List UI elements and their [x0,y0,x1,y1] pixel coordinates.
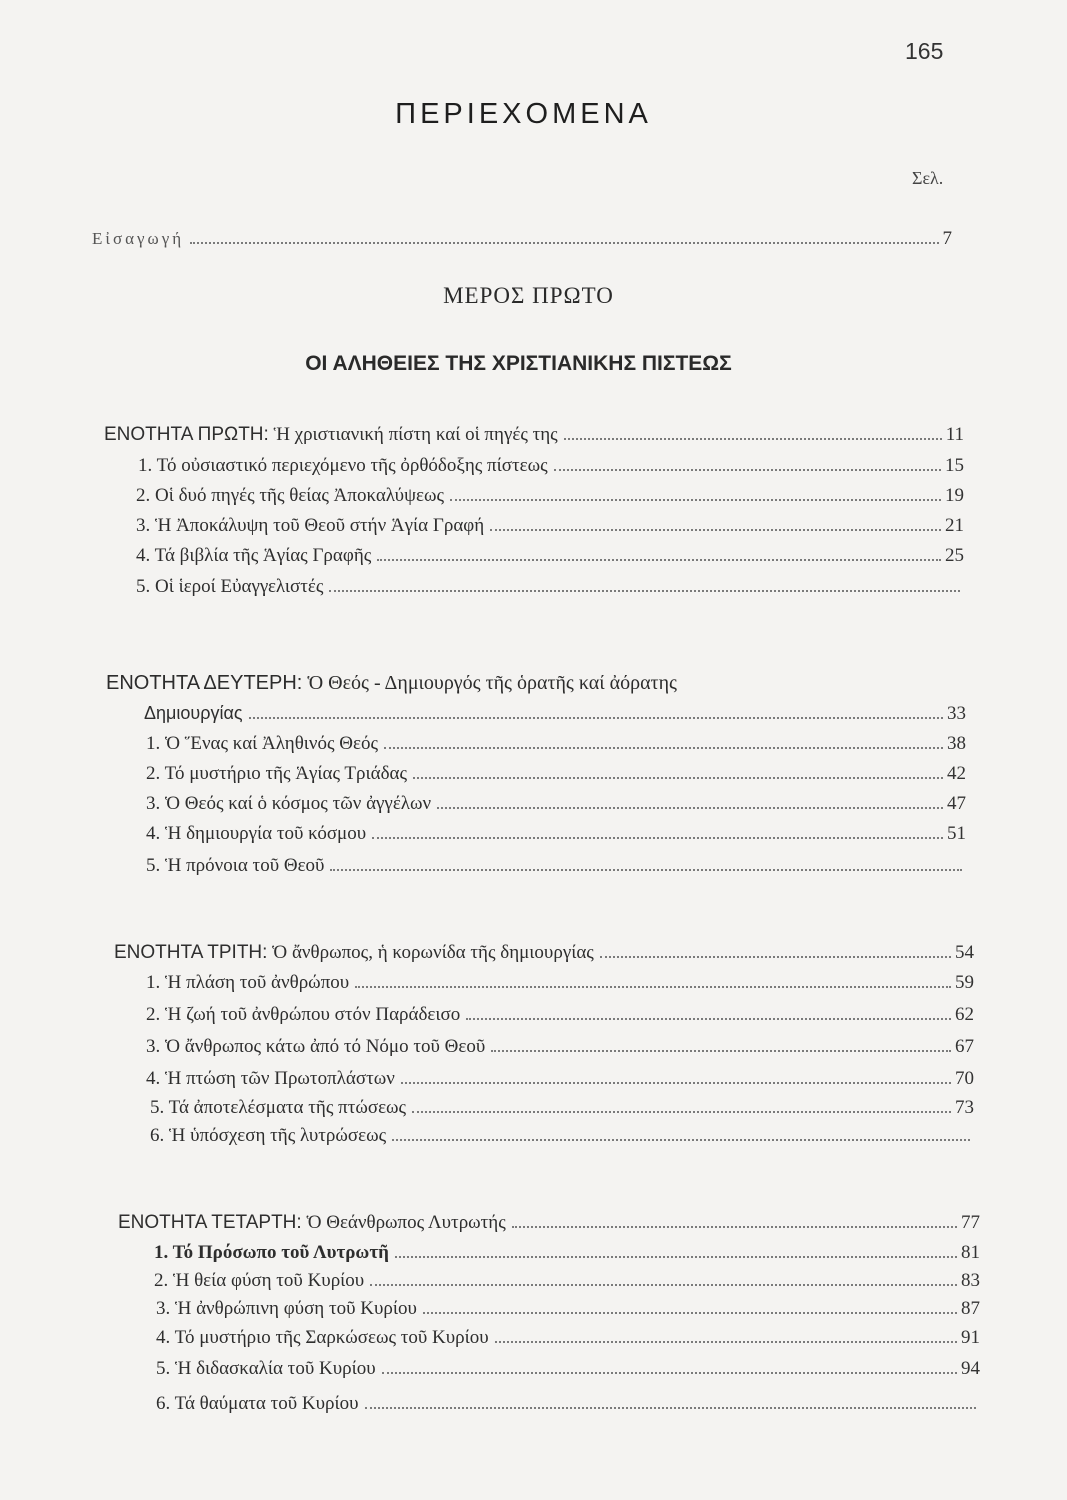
toc-entry-page: 7 [942,228,952,249]
toc-entry-number: 1. [146,733,161,754]
toc-entry-label: Ἡ διδασκαλία τοῦ Κυρίου [175,1358,376,1379]
dot-leader [365,1407,976,1409]
toc-entry[interactable] [136,576,964,598]
section-heading-3[interactable] [114,942,974,964]
toc-entry-page: 77 [961,1212,980,1233]
section-heading-1[interactable] [104,424,964,446]
dot-leader [564,438,942,440]
section-title: Ὁ Θεάνθρωπος Λυτρωτής [306,1212,506,1233]
toc-entry[interactable] [136,545,964,567]
section-label: ΕΝΟΤΗΤΑ ΔΕΥΤΕΡΗ: [106,672,303,694]
dot-leader [329,590,960,592]
section-label: ΕΝΟΤΗΤΑ ΠΡΩΤΗ: [104,424,269,445]
toc-entry-number: 5. [150,1097,165,1118]
toc-entry-number: 3. [146,1036,161,1057]
toc-entry[interactable] [150,1097,974,1119]
toc-entry-number: 2. [136,485,151,506]
dot-leader [600,956,951,958]
toc-entry-number: 4. [146,823,161,844]
toc-entry-page: 21 [945,515,964,536]
toc-entry-label: Ἡ πρόνοια τοῦ Θεοῦ [165,855,325,876]
toc-entry-label: Εἰσαγωγή [92,229,185,248]
dot-leader [437,807,943,809]
toc-entry-number: 4. [146,1068,161,1089]
toc-entry[interactable] [146,763,966,785]
toc-entry-page: 81 [961,1242,980,1263]
toc-entry-page: 11 [945,424,964,445]
toc-entry-page: 94 [961,1358,980,1379]
dot-leader [377,559,941,561]
toc-entry-page: 47 [947,793,966,814]
toc-entry-page: 87 [961,1298,980,1319]
dot-leader [190,242,938,244]
toc-entry-page: 42 [947,763,966,784]
toc-entry-page: 91 [961,1327,980,1348]
toc-entry[interactable] [156,1393,980,1415]
toc-entry-label: Τό μυστήριο τῆς Ἁγίας Τριάδας [164,763,408,784]
toc-entry-page: 83 [961,1270,980,1291]
dot-leader [370,1284,957,1286]
toc-entry-number: 5. [136,576,151,597]
toc-entry[interactable] [146,1068,974,1090]
toc-entry-page: 54 [955,942,974,963]
toc-entry[interactable] [150,1125,974,1147]
toc-entry-label: Τά ἀποτελέσματα τῆς πτώσεως [168,1097,407,1118]
dot-leader [554,469,941,471]
toc-entry-label: Τά βιβλία τῆς Ἁγίας Γραφῆς [154,545,372,566]
toc-entry-page: 38 [947,733,966,754]
section-heading-2-continuation[interactable] [144,703,966,725]
toc-entry-label: Ὁ Ἕνας καί Ἀληθινός Θεός [165,733,379,754]
toc-entry-label: Τά θαύματα τοῦ Κυρίου [174,1393,359,1414]
toc-entry-page: 59 [955,972,974,993]
toc-entry-number: 5. [156,1358,171,1379]
toc-entry-label: Ἡ πτώση τῶν Πρωτοπλάστων [165,1068,395,1089]
toc-entry[interactable] [156,1298,980,1320]
dot-leader [330,869,962,871]
toc-entry-label: Ὁ ἄνθρωπος κάτω ἀπό τό Νόμο τοῦ Θεοῦ [165,1036,486,1057]
dot-leader [372,837,943,839]
toc-entry-label: Ὁ Θεός καί ὁ κόσμος τῶν ἀγγέλων [165,793,432,814]
section-label: ΕΝΟΤΗΤΑ ΤΡΙΤΗ: [114,942,268,963]
toc-entry-label: Ἡ ζωή τοῦ ἀνθρώπου στόν Παράδεισο [165,1004,461,1025]
toc-entry-number: 4. [156,1327,171,1348]
toc-entry-label: Ἡ ἀνθρώπινη φύση τοῦ Κυρίου [175,1298,417,1319]
toc-entry-number: 1. [138,455,153,476]
dot-leader [423,1312,957,1314]
page-title: ΠΕΡΙΕΧΟΜΕΝΑ [395,98,652,130]
part-subtitle: ΟΙ ΑΛΗΘΕΙΕΣ ΤΗΣ ΧΡΙΣΤΙΑΝΙΚΗΣ ΠΙΣΤΕΩΣ [305,352,732,375]
dot-leader [395,1256,957,1258]
toc-entry-number: 3. [146,793,161,814]
page-number: 165 [905,38,944,64]
toc-entry[interactable] [146,1004,974,1026]
dot-leader [382,1372,957,1374]
toc-entry[interactable] [154,1242,980,1264]
section-heading-4[interactable] [118,1212,980,1234]
dot-leader [355,986,951,988]
toc-entry-number: 2. [154,1270,169,1291]
toc-entry[interactable] [136,485,964,507]
toc-entry-label: Οἱ ἱεροί Εὐαγγελιστές [155,576,324,597]
section-heading-2[interactable] [106,672,677,695]
section-label: ΕΝΟΤΗΤΑ ΤΕΤΑΡΤΗ: [118,1212,302,1233]
toc-entry-number: 5. [146,855,161,876]
dot-leader [495,1341,957,1343]
dot-leader [450,499,941,501]
dot-leader [466,1018,951,1020]
toc-entry-number: 2. [146,1004,161,1025]
toc-entry-label: Τό Πρόσωπο τοῦ Λυτρωτῆ [172,1242,389,1263]
toc-entry-label: Ἡ ὑπόσχεση τῆς λυτρώσεως [169,1125,387,1146]
toc-entry-label: Τό μυστήριο τῆς Σαρκώσεως τοῦ Κυρίου [174,1327,489,1348]
toc-entry-label: Ἡ Ἀποκάλυψη τοῦ Θεοῦ στήν Ἁγία Γραφή [155,515,485,536]
toc-entry-page: 70 [955,1068,974,1089]
toc-entry-page: 19 [945,485,964,506]
dot-leader [384,747,943,749]
section-title: Ὁ Θεός - Δημιουργός τῆς ὁρατῆς καί ἀόρατης [307,672,677,694]
page-column-label: Σελ. [912,168,944,188]
section-title: Ὁ ἄνθρωπος, ἡ κορωνίδα τῆς δημιουργίας [272,942,594,963]
toc-entry[interactable] [156,1358,980,1380]
dot-leader [413,777,943,779]
toc-entry[interactable] [138,455,964,477]
toc-entry-number: 1. [146,972,161,993]
toc-entry-page: 15 [945,455,964,476]
toc-entry[interactable] [154,1270,980,1292]
toc-entry-label: Οἱ δυό πηγές τῆς θείας Ἀποκαλύψεως [155,485,444,506]
dot-leader [490,529,941,531]
toc-entry-page: 25 [945,545,964,566]
toc-entry[interactable] [146,793,966,815]
dot-leader [512,1226,957,1228]
toc-entry-page: 51 [947,823,966,844]
toc-entry-number: 2. [146,763,161,784]
toc-entry-page: 33 [947,703,966,724]
toc-entry-page: 73 [955,1097,974,1118]
part-title: ΜΕΡΟΣ ΠΡΩΤΟ [443,283,614,308]
toc-entry-label: Ἡ θεία φύση τοῦ Κυρίου [173,1270,365,1291]
toc-entry[interactable] [146,823,966,845]
toc-entry[interactable] [146,733,966,755]
dot-leader [249,717,943,719]
toc-entry-number: 3. [136,515,151,536]
toc-entry-number: 4. [136,545,151,566]
toc-entry-label: Ἡ δημιουργία τοῦ κόσμου [165,823,367,844]
toc-entry-page: 62 [955,1004,974,1025]
toc-entry[interactable] [146,1036,974,1058]
toc-entry[interactable] [146,972,974,994]
toc-entry-number: 3. [156,1298,171,1319]
dot-leader [412,1111,951,1113]
toc-entry[interactable] [136,515,964,537]
toc-entry[interactable] [146,855,966,877]
toc-entry-introduction[interactable] [92,228,952,250]
toc-entry-label: Ἡ πλάση τοῦ ἀνθρώπου [165,972,350,993]
toc-entry-page: 67 [955,1036,974,1057]
toc-entry-number: 1. [154,1242,169,1263]
toc-entry-number: 6. [156,1393,171,1414]
toc-entry-label: Τό οὐσιαστικό περιεχόμενο τῆς ὀρθόδοξης πίστεως [156,455,548,476]
dot-leader [491,1050,951,1052]
section-title: Ἡ χριστιανική πίστη καί οἱ πηγές της [273,424,558,445]
dot-leader [392,1139,970,1141]
dot-leader [401,1082,951,1084]
toc-entry[interactable] [156,1327,980,1349]
section-title-continued: Δημιουργίας [144,703,243,723]
toc-entry-number: 6. [150,1125,165,1146]
